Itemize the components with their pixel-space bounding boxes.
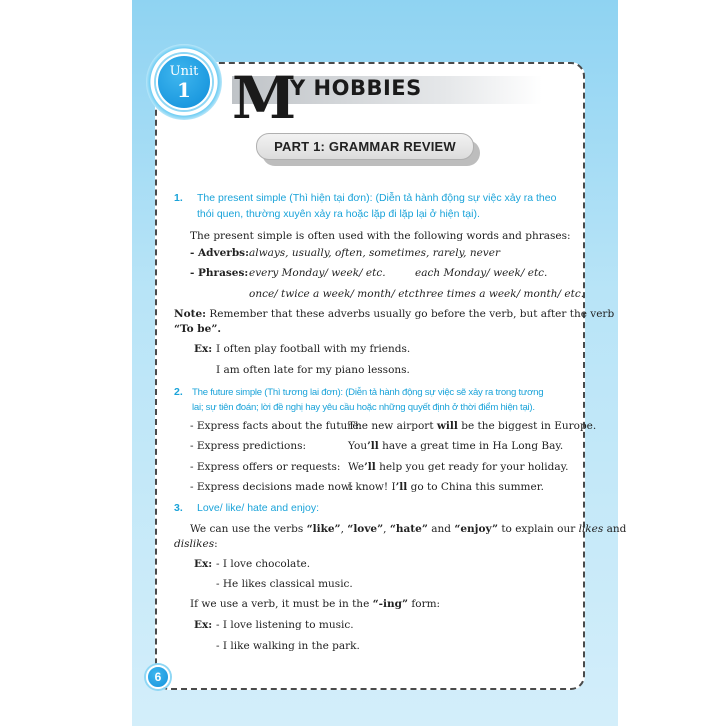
s3-verb-like: “like” (306, 523, 341, 535)
s2-row-2-pre: You (348, 440, 368, 452)
s1-ex-label: Ex: (194, 343, 213, 355)
s3-example-4: - I like walking in the park. (216, 640, 360, 652)
s1-phrase-1: every Monday/ week/ etc. (249, 267, 386, 279)
s3-colon: : (214, 538, 218, 550)
s2-row-2-post: have a great time in Ha Long Bay. (378, 440, 564, 452)
s1-phrase-3: once/ twice a week/ month/ etc. (249, 288, 418, 300)
title-big-letter: M (232, 64, 297, 132)
s3-verb-love: “love” (347, 523, 384, 535)
s2-heading-vn1: (Thì tương lai đơn): (Diễn tả hành động sự việc sẽ xảy ra trong tương (261, 387, 544, 398)
unit-badge (156, 54, 212, 110)
s3-number: 3. (174, 502, 183, 514)
s1-phrase-4: three times a week/ month/ etc. (415, 288, 585, 300)
s3-paragraph-1-line2 (174, 538, 218, 551)
s3-p1-a: We can use the verbs (190, 523, 307, 535)
s3-likes: likes (578, 523, 604, 535)
s3-dislikes: dislikes (174, 538, 215, 550)
s2-row-3-bold: ’ll (364, 461, 376, 473)
s1-number: 1. (174, 192, 183, 204)
s1-note-tobe: “To be”. (174, 323, 222, 335)
s3-verb-enjoy: “enjoy” (454, 523, 498, 535)
s2-row-3-label: - Express offers or requests: (190, 461, 341, 473)
s1-heading-line1 (197, 192, 556, 205)
s2-row-3-example (348, 461, 568, 474)
s1-example-2: I am often late for my piano lessons. (216, 364, 410, 376)
s1-phrase-2: each Monday/ week/ etc. (415, 267, 548, 279)
s3-paragraph-1-line1 (190, 523, 626, 536)
s1-heading-line2: thói quen, thường xuyên xảy ra hoặc lặp đi lặp lại ở hiện tại). (197, 208, 480, 220)
s2-row-4-bold: ’ll (395, 481, 408, 493)
s1-note-text: Remember that these adverbs usually go before the verb, but after the verb (206, 308, 615, 320)
s3-ex-label: Ex: (194, 558, 213, 570)
s2-row-1-post: be the biggest in Europe. (457, 420, 597, 432)
s2-row-2-label: - Express predictions: (190, 440, 307, 452)
s2-heading-line1 (192, 386, 543, 399)
s3-c3: and (427, 523, 455, 535)
s1-note-label: Note: (174, 308, 207, 320)
s3-example-2: - He likes classical music. (216, 578, 353, 590)
s2-row-2-bold: ’ll (367, 440, 379, 452)
s2-heading-en: The future simple (192, 387, 262, 398)
page-number: 6 (146, 665, 170, 689)
s3-p1-b: to explain our (498, 523, 579, 535)
s2-row-4-post: go to China this summer. (407, 481, 544, 493)
s3-ex2-label: Ex: (194, 619, 213, 631)
s2-number: 2. (174, 386, 183, 398)
s2-row-4-example (348, 481, 544, 494)
s1-heading-en: The present simple (197, 192, 287, 204)
s3-verb-hate: “hate” (389, 523, 428, 535)
s1-intro: The present simple is often used with the following words and phrases: (190, 230, 571, 242)
s2-row-4-pre: I know! I (348, 481, 396, 493)
s3-paragraph-2 (190, 598, 440, 611)
s3-and: and (603, 523, 627, 535)
s2-row-3-pre: We (348, 461, 365, 473)
s3-p2-b: form: (408, 598, 441, 610)
title-text: Y HOBBIES (290, 76, 422, 100)
s2-row-1-bold: will (436, 420, 458, 432)
s3-c2: , (383, 523, 390, 535)
s2-row-1-pre: The new airport (348, 420, 437, 432)
s2-row-4-label: - Express decisions made now: (190, 481, 354, 493)
s1-phrases-label: - Phrases: (190, 267, 249, 279)
unit-word: Unit (169, 64, 199, 79)
s2-row-2-example (348, 440, 563, 453)
s2-row-1-example (348, 420, 596, 433)
s3-p2-a: If we use a verb, it must be in the (190, 598, 373, 610)
s2-row-3-post: help you get ready for your holiday. (375, 461, 569, 473)
s3-heading: Love/ like/ hate and enjoy: (197, 502, 320, 514)
unit-number: 1 (177, 78, 191, 102)
s1-adverbs-label: - Adverbs: (190, 247, 249, 259)
s3-c1: , (340, 523, 348, 535)
s3-example-1: - I love chocolate. (216, 558, 311, 570)
s2-heading-line2: lai; sự tiên đoán; lời đề nghị hay yêu cầu hoặc những quyết định ở thời điểm hiện tại). (192, 402, 535, 413)
s3-ing: “-ing” (372, 598, 409, 610)
s2-row-1-label: - Express facts about the future: (190, 420, 363, 432)
s1-example-1: I often play football with my friends. (216, 343, 411, 355)
s1-adverbs-list: always, usually, often, sometimes, rarely, never (249, 247, 500, 259)
s1-heading-vn1: (Thì hiện tại đơn): (Diễn tả hành động sự việc xảy ra theo (286, 192, 557, 204)
s1-note-line1 (174, 308, 614, 321)
part-heading: PART 1: GRAMMAR REVIEW (256, 133, 474, 160)
s3-example-3: - I love listening to music. (216, 619, 354, 631)
